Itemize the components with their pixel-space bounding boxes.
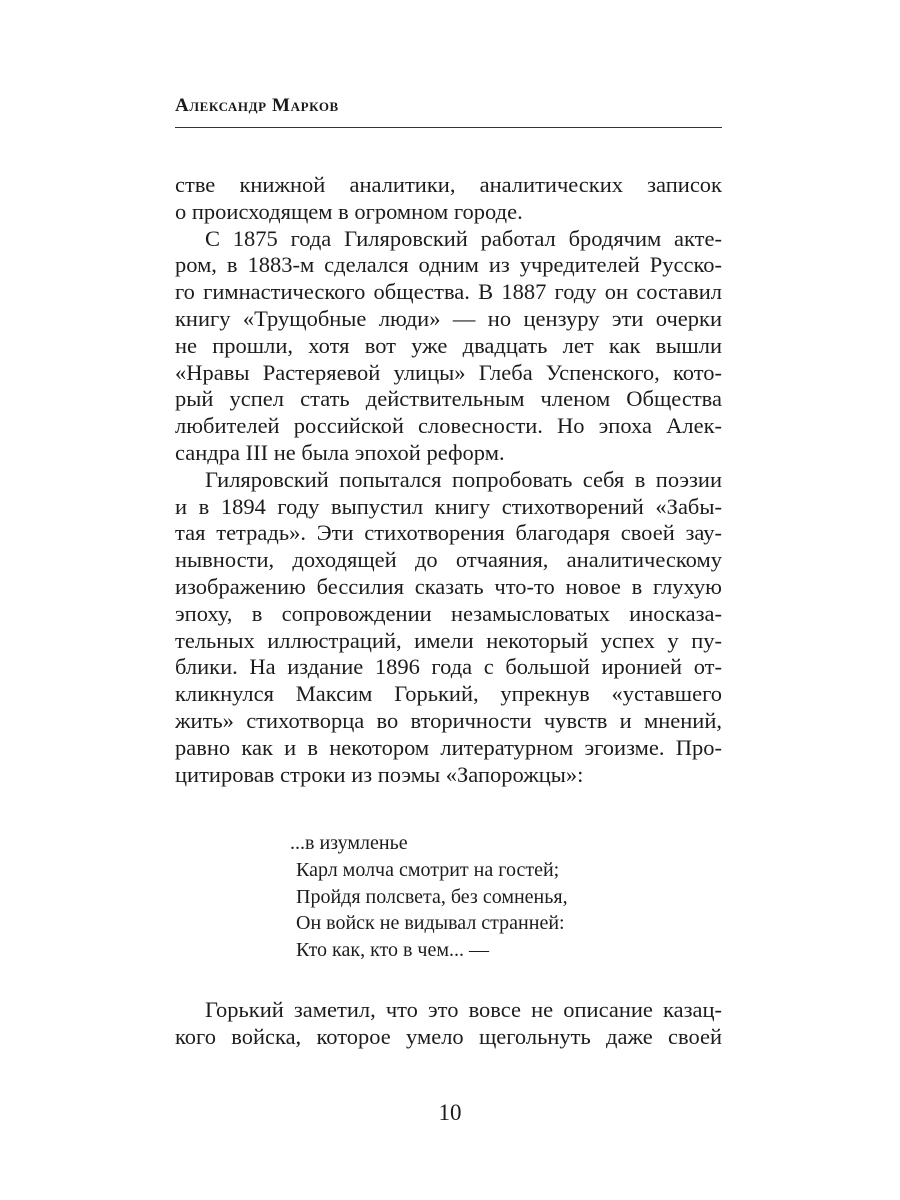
text-line: любителей российской словесности. Но эпоха Алек- <box>175 413 722 439</box>
page-number: 10 <box>438 1100 462 1125</box>
text-line: Горький заметил, что это вовсе не описание казац- <box>205 997 722 1022</box>
text-line: стве книжной аналитики, аналитических записок <box>175 172 722 197</box>
text-line: кого войска, которое умело щегольнуть даже своей <box>175 1023 722 1049</box>
text-line: не прошли, хотя вот уже двадцать лет как вышли <box>175 332 722 358</box>
main-text <box>175 172 722 788</box>
text-line: С 1875 года Гиляровский работал бродячим акте- <box>205 225 722 251</box>
text-line: блики. На издание 1896 года с большой иронией от- <box>175 654 722 680</box>
text-line: жить» стихотворца во вторичности чувств и мнений, <box>175 707 722 733</box>
verse-line: Он войск не видывал странней: <box>296 912 565 935</box>
continued-text <box>175 997 722 1051</box>
running-head: Александр Марков <box>175 95 339 116</box>
verse-line: Кто как, кто в чем... — <box>296 939 490 962</box>
text-line: и в 1894 году выпустил книгу стихотворений «Забы- <box>175 493 722 519</box>
text-line: цитировав строки из поэмы «Запорожцы»: <box>175 761 584 787</box>
text-line: нывности, доходящей до отчаяния, аналитическому <box>175 547 722 573</box>
text-line: тельных иллюстраций, имели некоторый успех у пу- <box>175 627 722 653</box>
text-line: го гимнастического общества. В 1887 году он составил <box>175 279 722 305</box>
text-line: эпоху, в сопровождении незамысловатых иносказа- <box>175 600 722 626</box>
header-rule <box>175 127 722 128</box>
text-line: «Нравы Растеряевой улицы» Глеба Успенского, кото- <box>175 359 722 385</box>
text-line: книгу «Трущобные люди» — но цензуру эти очерки <box>175 305 722 331</box>
text-line: ром, в 1883-м сделался одним из учредителей Русско- <box>175 252 722 278</box>
verse-line: Карл молча смотрит на гостей; <box>296 858 560 881</box>
text-line: Гиляровский попытался попробовать себя в поэзии <box>205 466 722 492</box>
text-line: изображению бессилия сказать что-то новое в глухую <box>175 573 722 599</box>
verse-line: Пройдя полсвета, без сомненья, <box>296 885 568 908</box>
text-line: равно как и в некотором литературном эгоизме. Про- <box>175 734 722 760</box>
text-line: рый успел стать действительным членом Общества <box>175 386 722 412</box>
text-line: кликнулся Максим Горький, упрекнув «уставшего <box>175 681 722 707</box>
verse-line: ...в изумленье <box>290 832 408 854</box>
text-line: тая тетрадь». Эти стихотворения благодаря своей зау- <box>175 520 722 546</box>
text-line: о происходящем в огромном городе. <box>175 198 523 224</box>
text-line: сандра III не была эпохой реформ. <box>175 439 505 465</box>
verse-quote <box>290 830 568 964</box>
